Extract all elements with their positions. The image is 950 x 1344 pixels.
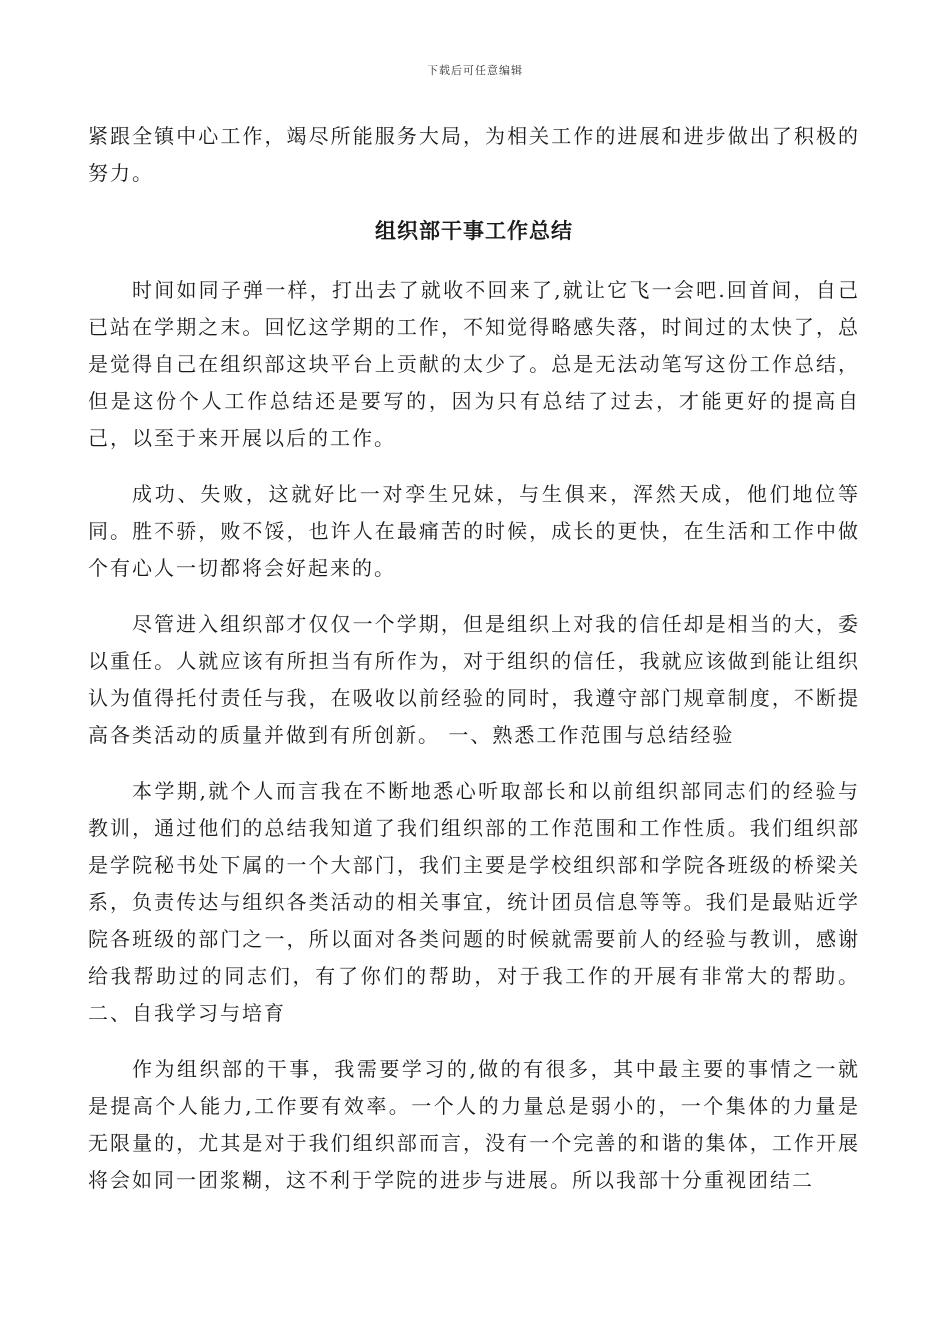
document-body [88,118,860,1218]
paragraph-1: 时间如同子弹一样，打出去了就收不回来了,就让它飞一会吧.回首间，自己已站在学期之末。回忆这学期的工作，不知觉得略感失落，时间过的太快了，总是觉得自己在组织部这块平台上贡献的太少了。总是无法动笔写这份工作总结，但是这份个人工作总结还是要写的，因为只有总结了过去，才能更好的提高自己，以至于来开展以后的工作。 [88,278,860,450]
paragraph-3: 尽管进入组织部才仅仅一个学期，但是组织上对我的信任却是相当的大，委以重任。人就应该有所担当有所作为，对于组织的信任，我就应该做到能让组织认为值得托付责任与我，在吸收以前经验的同时，我遵守部门规章制度，不断提高各类活动的质量并做到有所创新。 一、熟悉工作范围与总结经验 [88,612,860,747]
paragraph-5: 作为组织部的干事，我需要学习的,做的有很多，其中最主要的事情之一就是提高个人能力,工作要有效率。一个人的力量总是弱小的，一个集体的力量是无限量的，尤其是对于我们组织部而言，没有一个完善的和谐的集体，工作开展将会如同一团浆糊，这不利于学院的进步与进展。所以我部十分重视团结二 [88,1057,860,1192]
page-header-note: 下载后可任意编辑 [427,64,523,77]
continuation-paragraph: 紧跟全镇中心工作，竭尽所能服务大局，为相关工作的进展和进步做出了积极的努力。 [88,124,860,185]
document-title: 组织部干事工作总结 [375,219,573,243]
paragraph-4: 本学期,就个人而言我在不断地悉心听取部长和以前组织部同志们的经验与教训，通过他们的总结我知道了我们组织部的工作范围和工作性质。我们组织部是学院秘书处下属的一个大部门，我们主要是学校组织部和学院各班级的桥梁关系，负责传达与组织各类活动的相关事宜，统计团员信息等等。我们是最贴近学院各班级的部门之一，所以面对各类问题的时候就需要前人的经验与教训，感谢给我帮助过的同志们，有了你们的帮助，对于我工作的开展有非常大的帮助。 二、自我学习与培育 [88,779,860,1025]
paragraph-2: 成功、失败，这就好比一对孪生兄妹，与生俱来，浑然天成，他们地位等同。胜不骄，败不馁，也许人在最痛苦的时候，成长的更快，在生活和工作中做个有心人一切都将会好起来的。 [88,482,860,580]
